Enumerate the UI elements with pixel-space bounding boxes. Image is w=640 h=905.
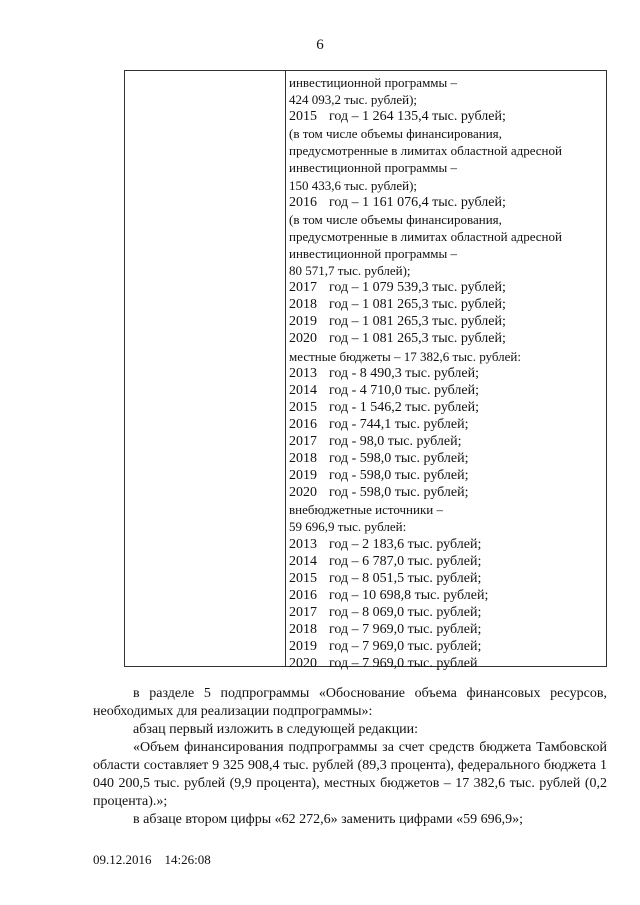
table-line-year: 2017 — [289, 604, 317, 620]
table-line-year: 2013 — [289, 536, 317, 552]
table-line-text: инвестиционной программы – — [289, 160, 458, 176]
table-line-text: год - 8 490,3 тыс. рублей; — [329, 365, 480, 381]
table-left-cell — [125, 71, 286, 666]
table-line — [289, 621, 601, 638]
table-line — [289, 262, 601, 279]
table-line — [289, 245, 601, 262]
paragraph-quote: «Объем финансирования подпрограммы за счет средств бюджета Тамбовской области составляет 9 325 908,4 тыс. рублей (89,3 процента), федерального бюджета 1 040 200,5 тыс. рублей (9,9 процента), местных бюджетов – 17 382,6 тыс. рублей (0,2 процента).»; — [93, 740, 607, 809]
table-line-year: 2020 — [289, 656, 317, 672]
table-line-year: 2015 — [289, 399, 317, 415]
table-line — [289, 501, 601, 518]
table-line-text: год - 598,0 тыс. рублей; — [329, 468, 469, 484]
table-line-text: 150 433,6 тыс. рублей); — [289, 177, 418, 193]
table-line-year: 2015 — [289, 570, 317, 586]
table-line — [289, 159, 601, 176]
table-line-year: 2017 — [289, 280, 317, 296]
table-line-text: год – 1 079 539,3 тыс. рублей; — [329, 280, 506, 296]
table-line-text: год – 1 161 076,4 тыс. рублей; — [329, 194, 506, 210]
table-line — [289, 142, 601, 159]
table-line-year: 2017 — [289, 433, 317, 449]
table-line — [289, 570, 601, 587]
table-line — [289, 416, 601, 433]
table-line-year: 2014 — [289, 382, 317, 398]
table-line-text: год – 7 969,0 тыс. рублей — [329, 656, 478, 672]
table-line-text: (в том числе объемы финансирования, — [289, 211, 502, 227]
table-line — [289, 518, 601, 535]
table-line-text: год – 1 081 265,3 тыс. рублей; — [329, 331, 506, 347]
table-line-year: 2020 — [289, 331, 317, 347]
table-line-year: 2014 — [289, 553, 317, 569]
table-line-year: 2015 — [289, 109, 317, 125]
table-line-year: 2019 — [289, 314, 317, 330]
table-line — [289, 313, 601, 330]
paragraph-section-5: в разделе 5 подпрограммы «Обоснование объема финансовых ресурсов, необходимых для реализации подпрограммы»: — [93, 686, 607, 719]
table-line-text: год – 1 264 135,4 тыс. рублей; — [329, 109, 506, 125]
table-line-text: 59 696,9 тыс. рублей: — [289, 519, 407, 535]
table-line-text: предусмотренные в лимитах областной адресной — [289, 228, 562, 244]
table-line-year: 2019 — [289, 468, 317, 484]
table-line — [289, 433, 601, 450]
table-line-year: 2019 — [289, 639, 317, 655]
table-line-year: 2018 — [289, 451, 317, 467]
table-line-year: 2016 — [289, 416, 317, 432]
footer-timestamp — [93, 852, 211, 868]
table-line-text: год - 1 546,2 тыс. рублей; — [329, 399, 480, 415]
footer-time: 14:26:08 — [164, 852, 211, 867]
table-line — [289, 91, 601, 108]
table-line — [289, 108, 601, 125]
table-line — [289, 194, 601, 211]
table-line-text: год – 8 069,0 тыс. рублей; — [329, 604, 482, 620]
table-line — [289, 382, 601, 399]
footer-date: 09.12.2016 — [93, 852, 152, 867]
table-line — [289, 450, 601, 467]
table-line-text: год – 2 183,6 тыс. рублей; — [329, 536, 482, 552]
table-line-text: инвестиционной программы – — [289, 75, 458, 90]
table-line — [289, 638, 601, 655]
table-line — [289, 228, 601, 245]
table-line-year: 2016 — [289, 587, 317, 603]
table-line — [289, 484, 601, 501]
table-line — [289, 296, 601, 313]
table-right-cell — [289, 74, 601, 672]
paragraph-first-abzac: абзац первый изложить в следующей редакции: — [133, 722, 419, 737]
funding-table — [124, 70, 607, 672]
table-line — [289, 467, 601, 484]
document-body — [93, 685, 607, 829]
table-line-text: год - 744,1 тыс. рублей; — [329, 416, 469, 432]
table-line-year: 2020 — [289, 485, 317, 501]
table-line-text: год – 7 969,0 тыс. рублей; — [329, 639, 482, 655]
table-line-text: 424 093,2 тыс. рублей); — [289, 92, 418, 108]
table-line-text: год - 98,0 тыс. рублей; — [329, 433, 462, 449]
table-line-text: предусмотренные в лимитах областной адресной — [289, 143, 562, 159]
table-line — [289, 604, 601, 621]
table-line-text: год - 598,0 тыс. рублей; — [329, 451, 469, 467]
table-line-text: год – 10 698,8 тыс. рублей; — [329, 587, 489, 603]
table-line — [289, 211, 601, 228]
table-line — [289, 279, 601, 296]
table-line — [289, 655, 601, 672]
table-line — [289, 177, 601, 194]
table-line — [289, 330, 601, 347]
table-line-text: год - 598,0 тыс. рублей; — [329, 485, 469, 501]
table-line-text: местные бюджеты – 17 382,6 тыс. рублей: — [289, 348, 521, 364]
table-line — [289, 399, 601, 416]
table-line-text: год – 1 081 265,3 тыс. рублей; — [329, 297, 506, 313]
table-line-text: (в том числе объемы финансирования, — [289, 126, 502, 142]
table-line — [289, 125, 601, 142]
table-line-year: 2018 — [289, 297, 317, 313]
page-number: 6 — [316, 37, 324, 53]
table-line — [289, 553, 601, 570]
table-line — [289, 365, 601, 382]
table-line — [289, 587, 601, 604]
table-line-text: год – 7 969,0 тыс. рублей; — [329, 622, 482, 637]
table-line-text: год – 1 081 265,3 тыс. рублей; — [329, 314, 506, 330]
table-line-text: год - 4 710,0 тыс. рублей; — [329, 382, 480, 398]
table-line-year: 2013 — [289, 365, 317, 381]
table-line-year: 2016 — [289, 194, 317, 210]
table-line — [289, 74, 601, 91]
table-line-text: внебюджетные источники – — [289, 502, 443, 518]
table-line — [289, 536, 601, 553]
table-line-text: год – 6 787,0 тыс. рублей; — [329, 553, 482, 569]
table-line-text: инвестиционной программы – — [289, 245, 458, 261]
table-line-text: год – 8 051,5 тыс. рублей; — [329, 570, 482, 586]
table-line-text: 80 571,7 тыс. рублей); — [289, 263, 411, 279]
paragraph-second-abzac: в абзаце втором цифры «62 272,6» заменить цифрами «59 696,9»; — [133, 812, 523, 827]
table-line-year: 2018 — [289, 622, 317, 637]
table-line — [289, 348, 601, 365]
